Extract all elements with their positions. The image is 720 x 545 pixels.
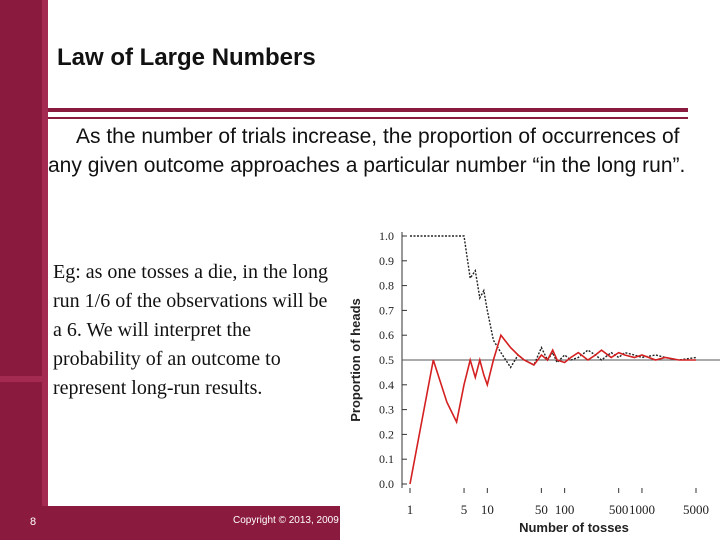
chart-panel — [340, 220, 720, 540]
left-accent-bar — [0, 0, 48, 540]
y-tick-label: 0.2 — [379, 427, 394, 442]
x-tick-label: 5 — [460, 502, 468, 517]
x-tick-label: 5000 — [683, 502, 709, 517]
series-line-black — [410, 236, 696, 367]
y-tick-label: 0.9 — [379, 253, 394, 268]
law-of-large-numbers-chart — [340, 220, 720, 540]
x-tick-label: 1 — [406, 502, 414, 517]
x-tick-label: 1000 — [628, 502, 655, 517]
x-axis-title: Number of tosses — [519, 520, 629, 535]
body-text: As the number of trials increase, the proportion of occurrences of any given outcome approaches a particular number “in the long run”. — [48, 125, 686, 177]
example-paragraph: Eg: as one tosses a die, in the long run 1/6 of the observations will be a 6. We will interpret the probability of an outcome to represent long-run results. — [53, 261, 328, 399]
y-tick-label: 0.6 — [379, 328, 394, 343]
x-tick-label: 100 — [554, 502, 575, 517]
slide-title: Law of Large Numbers — [57, 44, 316, 71]
x-tick-label: 50 — [534, 502, 548, 517]
left-accent-tick — [0, 376, 48, 382]
y-tick-label: 0.8 — [379, 278, 394, 293]
title-divider-thin — [48, 117, 688, 119]
y-tick-label: 0.1 — [379, 452, 394, 467]
y-tick-label: 0.3 — [379, 402, 394, 417]
y-tick-label: 0.4 — [379, 377, 394, 392]
body-paragraph — [48, 122, 688, 180]
title-divider — [48, 108, 688, 112]
copyright-text: Copyright © 2013, 2009 — [233, 515, 339, 526]
left-accent-stripe — [42, 0, 48, 540]
y-tick-label: 0.7 — [379, 303, 394, 318]
page-number: 8 — [30, 516, 37, 528]
x-tick-label: 500 — [608, 502, 629, 517]
y-tick-label: 0.5 — [379, 353, 394, 367]
y-tick-label: 0.0 — [379, 477, 394, 491]
y-tick-label: 1.0 — [379, 229, 394, 243]
x-tick-label: 10 — [480, 502, 494, 517]
series-line-red — [410, 335, 696, 484]
y-axis-title: Proportion of heads — [348, 298, 363, 422]
